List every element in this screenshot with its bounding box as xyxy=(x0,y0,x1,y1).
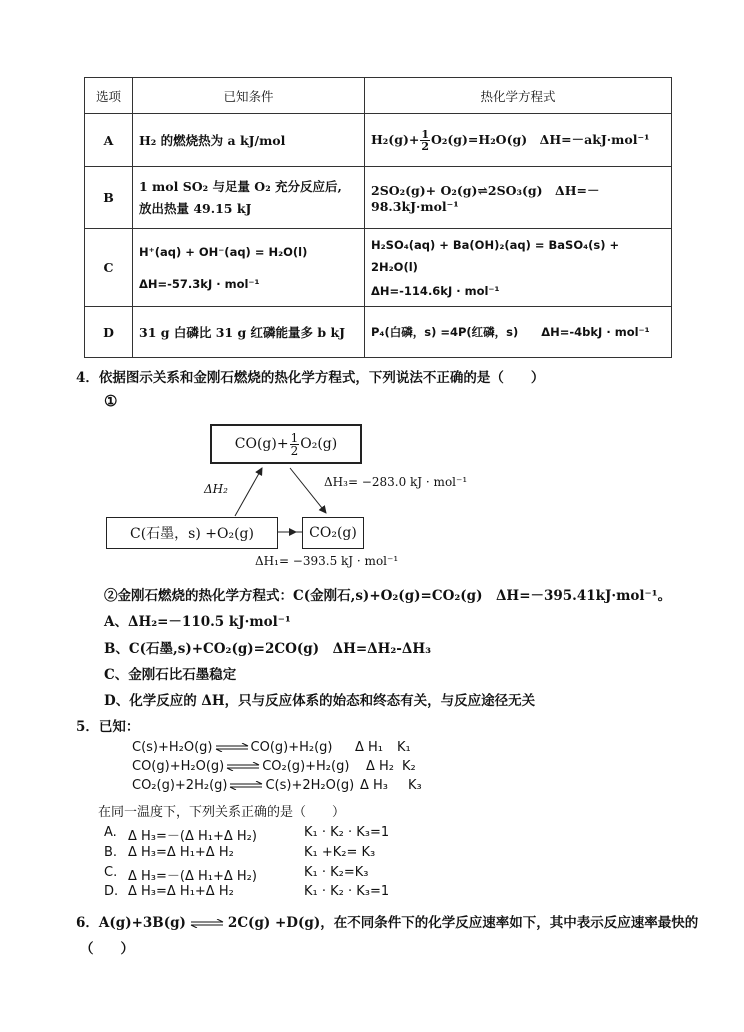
header-equation: 热化学方程式 xyxy=(365,78,672,114)
q4-option-a: A、ΔH₂=－110.5 kJ·mol⁻¹ xyxy=(104,614,291,630)
row-equation: 2SO₂(g)+ O₂(g)⇌2SO₃(g) ΔH=－98.3kJ·mol⁻¹ xyxy=(365,167,672,229)
table-row xyxy=(85,307,672,358)
q5-option-b-label: B. xyxy=(104,845,118,860)
q5-stem: 5．已知： xyxy=(76,719,140,735)
row-option: C xyxy=(85,229,133,307)
diagram-box-graphite: C(石墨，s) +O₂(g) xyxy=(106,517,278,549)
label-dh1: ΔH₁= −393.5 kJ · mol⁻¹ xyxy=(255,554,399,568)
q5-option-b-k: K₁ +K₂= K₃ xyxy=(304,845,376,860)
row-condition xyxy=(133,167,365,229)
q6-stem-left: 6．A(g)+3B(g) xyxy=(76,915,186,931)
q5-option-d-label: D. xyxy=(104,884,119,899)
diagram-box-co2: CO₂(g) xyxy=(302,517,364,549)
equation-line: ΔH=-114.6kJ · mol⁻¹ xyxy=(371,283,500,298)
fraction-denominator: 2 xyxy=(421,139,429,153)
options-table xyxy=(84,77,672,358)
row-condition xyxy=(133,229,365,307)
q4-option-c: C、金刚石比石墨稳定 xyxy=(104,667,237,683)
q6-stem xyxy=(76,911,698,931)
table-header-row xyxy=(85,78,672,114)
q6-answer-paren: （ ） xyxy=(80,941,134,957)
box-text: O₂(g) xyxy=(300,436,338,452)
condition-line: 1 mol SO₂ 与足量 O₂ 充分反应后, xyxy=(139,178,342,194)
condition-line: ΔH=-57.3kJ · mol⁻¹ xyxy=(139,276,260,291)
row-condition: 31 g 白磷比 31 g 红磷能量多 b kJ xyxy=(133,307,365,358)
equation-line: H₂SO₄(aq) + Ba(OH)₂(aq) = BaSO₄(s) + 2H₂O(l) xyxy=(371,237,620,274)
enthalpy-diagram xyxy=(100,420,468,575)
equation-post: O₂(g)=H₂O(g) ΔH=－akJ·mol⁻¹ xyxy=(430,131,650,147)
q5-dh-1: Δ H₁ xyxy=(355,740,384,755)
eq-left: CO(g)+H₂O(g) xyxy=(132,759,225,774)
row-condition: H₂ 的燃烧热为 a kJ/mol xyxy=(133,114,365,167)
equilibrium-arrow-icon xyxy=(229,781,263,790)
q4-option-d: D、化学反应的 ΔH，只与反应体系的始态和终态有关，与反应途径无关 xyxy=(104,693,536,709)
q5-option-c-k: K₁ · K₂=K₃ xyxy=(304,865,369,880)
eq-left: C(s)+H₂O(g) xyxy=(132,740,213,755)
box-text: CO(g)+ xyxy=(234,436,289,452)
eq-right: CO(g)+H₂(g) xyxy=(250,740,333,755)
fraction-numerator: 1 xyxy=(421,127,429,141)
fraction xyxy=(420,129,430,152)
diagram-box-co xyxy=(210,424,362,464)
equilibrium-arrow-icon xyxy=(188,919,226,928)
equilibrium-arrow-icon xyxy=(226,762,260,771)
condition-line: H⁺(aq) + OH⁻(aq) = H₂O(l) xyxy=(139,244,308,259)
eq-right: CO₂(g)+H₂(g) xyxy=(262,759,350,774)
q5-equation-2 xyxy=(132,759,349,774)
q5-option-a-dh: Δ H₃=－(Δ H₁+Δ H₂) xyxy=(128,829,257,844)
q5-equation-3 xyxy=(132,778,354,793)
q5-k-1: K₁ xyxy=(397,740,411,755)
q5-option-c-label: C. xyxy=(104,865,118,880)
header-condition: 已知条件 xyxy=(133,78,365,114)
fraction-numerator: 1 xyxy=(290,430,299,445)
q5-question: 在同一温度下，下列关系正确的是（ ） xyxy=(98,805,346,820)
q4-stem: 4．依据图示关系和金刚石燃烧的热化学方程式，下列说法不正确的是（ ） xyxy=(76,370,545,386)
arrow-dh2 xyxy=(235,468,262,516)
header-option: 选项 xyxy=(85,78,133,114)
fraction-denominator: 2 xyxy=(290,443,299,458)
eq-right: C(s)+2H₂O(g) xyxy=(265,778,355,793)
label-dh2: ΔH₂ xyxy=(204,482,228,496)
q5-option-a-label: A. xyxy=(104,825,117,840)
condition-line: 放出热量 49.15 kJ xyxy=(139,200,252,216)
arrow-dh3 xyxy=(290,468,326,513)
q5-option-c-dh: Δ H₃=－(Δ H₁+Δ H₂) xyxy=(128,869,257,884)
q5-option-a-k: K₁ · K₂ · K₃=1 xyxy=(304,825,390,840)
q5-k-2: K₂ xyxy=(402,759,416,774)
table-row xyxy=(85,229,672,307)
fraction xyxy=(290,432,300,457)
q5-dh-3: Δ H₃ xyxy=(360,778,389,793)
q5-k-3: K₃ xyxy=(408,778,422,793)
q4-option-b: B、C(石墨,s)+CO₂(g)=2CO(g) ΔH=ΔH₂-ΔH₃ xyxy=(104,641,432,657)
row-equation: P₄(白磷，s) =4P(红磷，s) ΔH=-4bkJ · mol⁻¹ xyxy=(365,307,672,358)
q5-option-b-dh: Δ H₃=Δ H₁+Δ H₂ xyxy=(128,845,234,860)
row-equation xyxy=(365,114,672,167)
eq-left: CO₂(g)+2H₂(g) xyxy=(132,778,228,793)
q5-dh-2: Δ H₂ xyxy=(366,759,395,774)
row-option: B xyxy=(85,167,133,229)
q5-option-d-k: K₁ · K₂ · K₃=1 xyxy=(304,884,390,899)
q4-statement-2: ②金刚石燃烧的热化学方程式：C(金刚石,s)+O₂(g)=CO₂(g) ΔH=－395.41kJ·mol⁻¹。 xyxy=(104,588,672,604)
row-equation xyxy=(365,229,672,307)
q5-equation-1 xyxy=(132,740,333,755)
q5-option-d-dh: Δ H₃=Δ H₁+Δ H₂ xyxy=(128,884,234,899)
q6-stem-right: 2C(g) +D(g)，在不同条件下的化学反应速率如下，其中表示反应速率最快的 xyxy=(227,915,699,931)
table-row xyxy=(85,114,672,167)
label-dh3: ΔH₃= −283.0 kJ · mol⁻¹ xyxy=(324,475,468,489)
equation-pre: H₂(g)+ xyxy=(371,131,420,147)
row-option: D xyxy=(85,307,133,358)
row-option: A xyxy=(85,114,133,167)
q4-marker-1: ① xyxy=(104,392,118,410)
table-row xyxy=(85,167,672,229)
equilibrium-arrow-icon xyxy=(215,743,249,752)
